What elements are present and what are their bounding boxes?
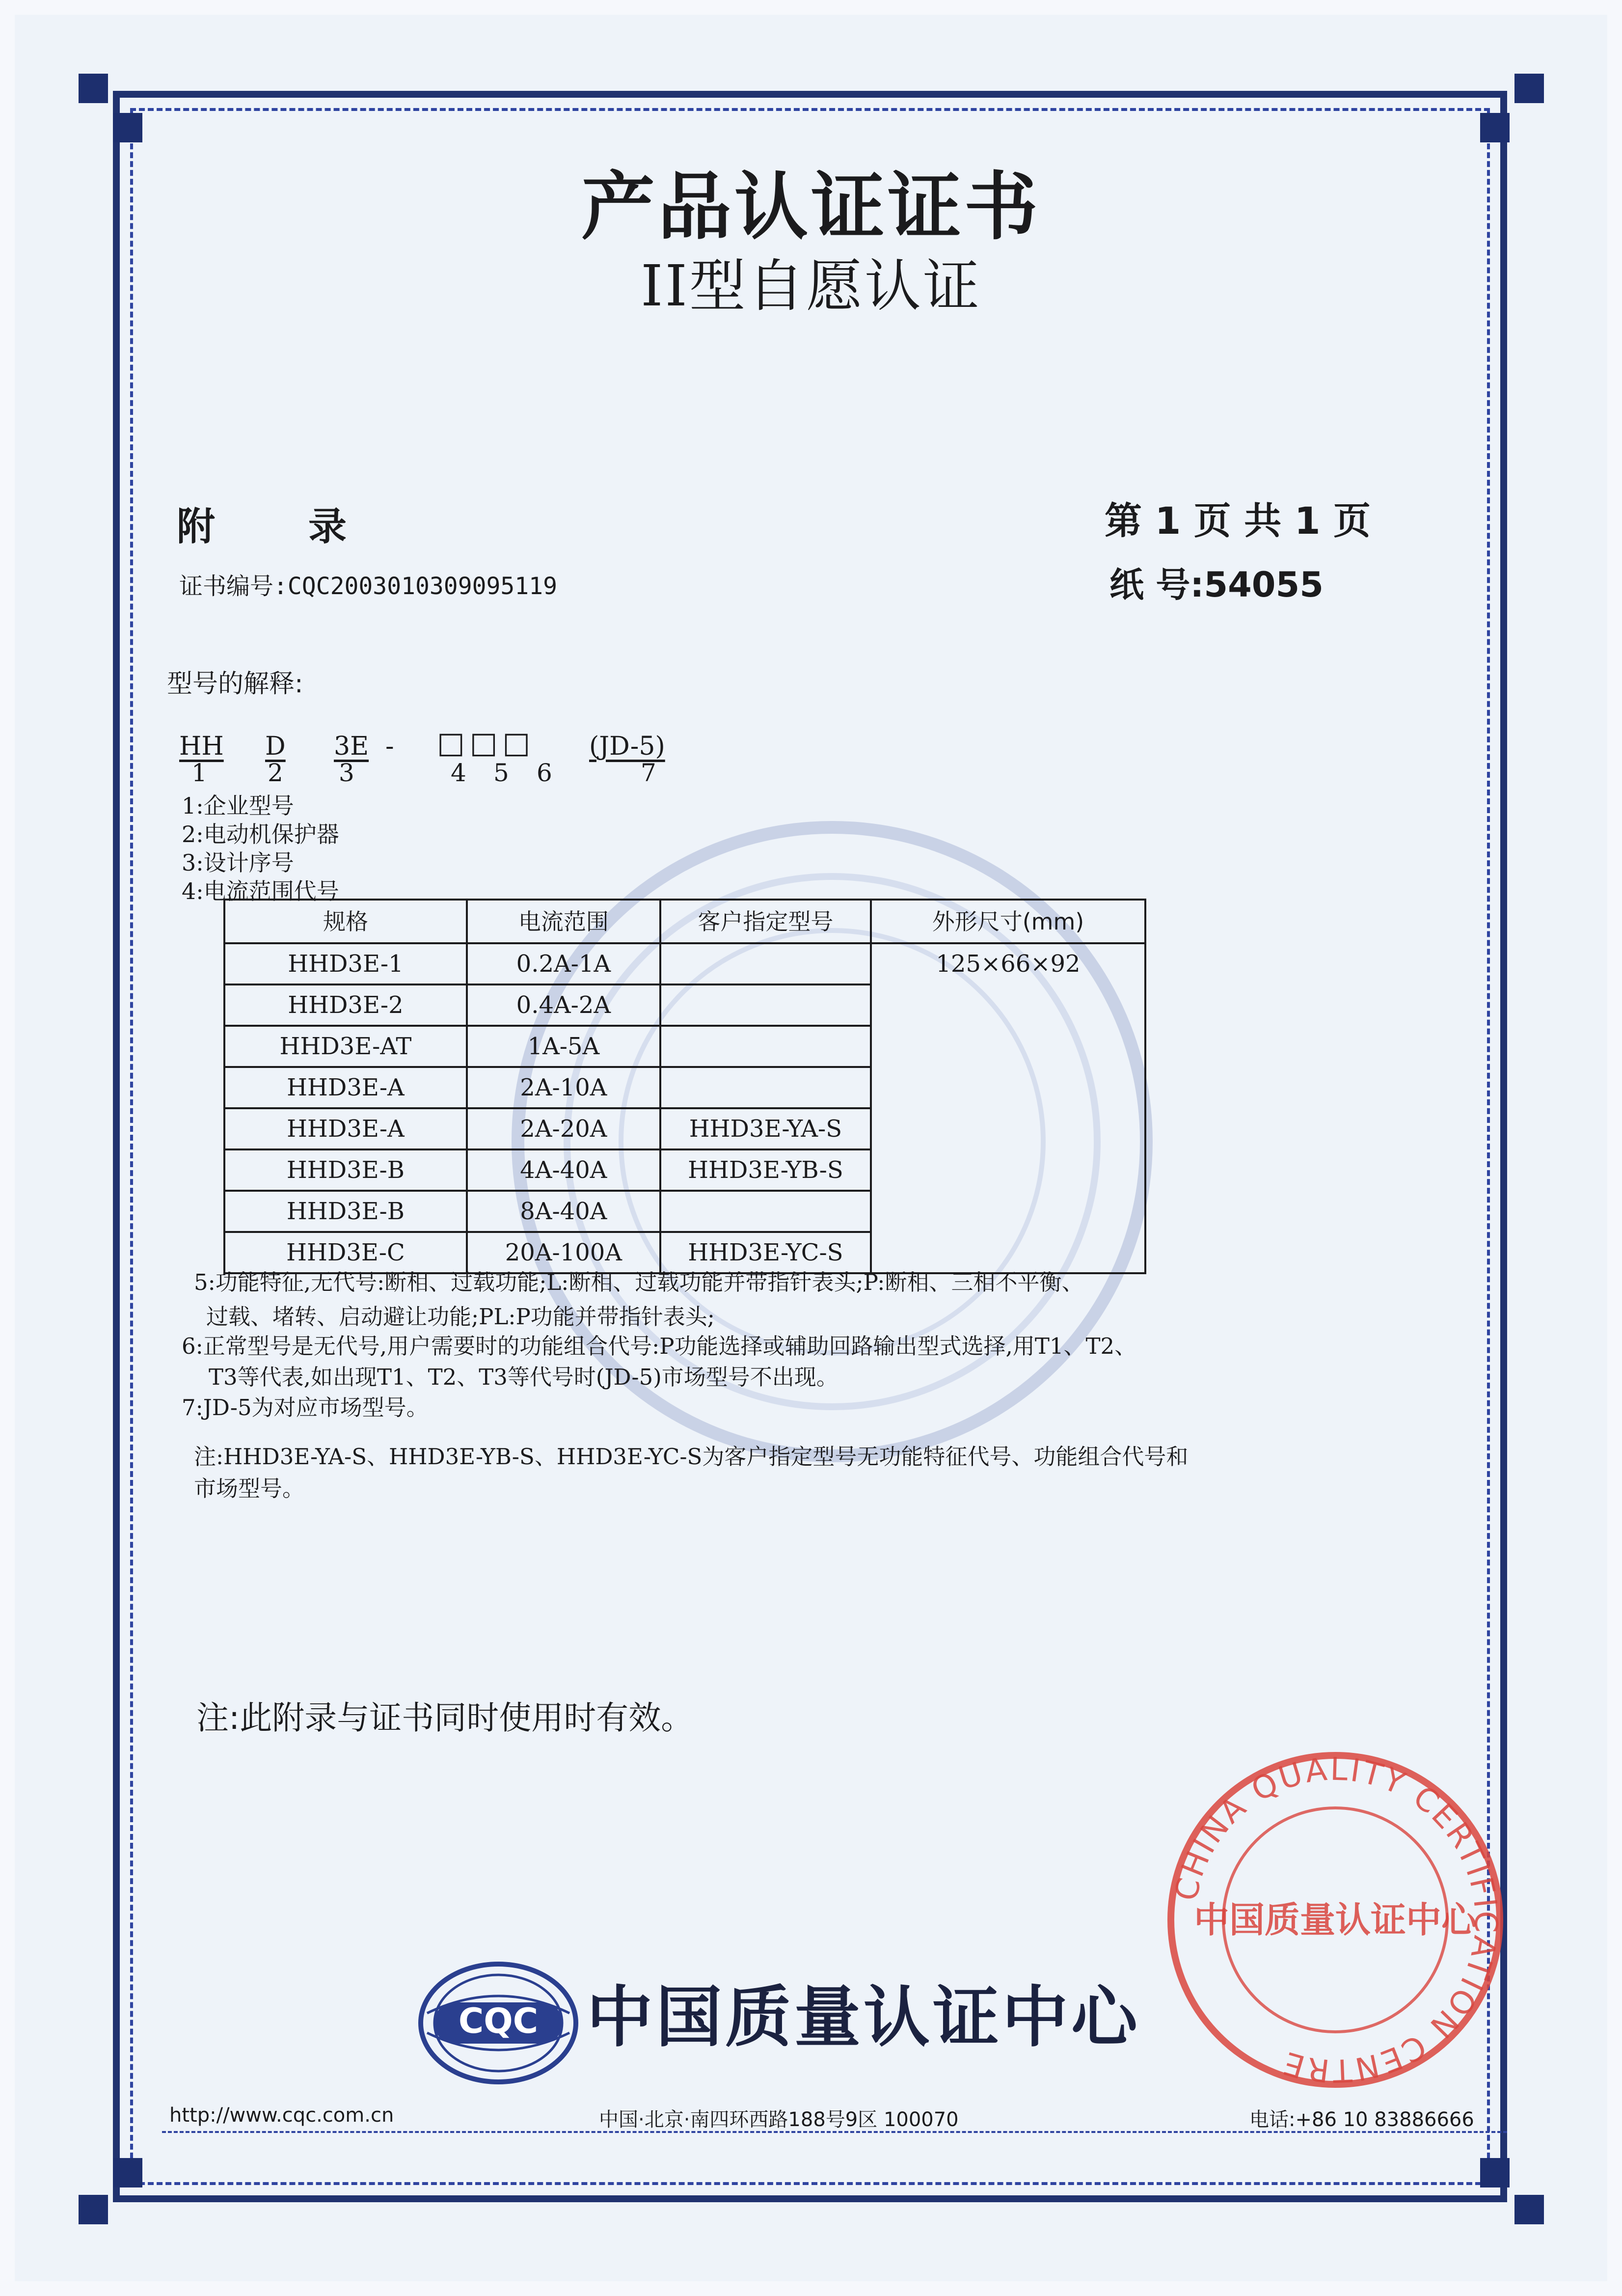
header-dimensions: 外形尺寸(mm) <box>871 900 1145 943</box>
corner-ornament-tl2 <box>113 113 142 142</box>
cell-spec: HHD3E-B <box>224 1191 467 1232</box>
header-current-range: 电流范围 <box>467 900 660 943</box>
model-explanation-heading: 型号的解释: <box>167 669 303 699</box>
remark-line: 注:HHD3E-YA-S、HHD3E-YB-S、HHD3E-YC-S为客户指定型号无功能特征代号、功能组合代号和 <box>194 1444 1189 1470</box>
cell-dimensions: 125×66×92 <box>871 943 1145 1273</box>
cell-spec: HHD3E-AT <box>224 1026 467 1067</box>
validity-note: 注:此附录与证书同时使用时有效。 <box>196 1699 694 1737</box>
code-part-d: D <box>265 732 286 761</box>
corner-ornament-bl <box>79 2195 108 2224</box>
cert-no-label: 证书编号: <box>179 573 288 600</box>
cqc-logo <box>417 1959 579 2087</box>
code-index-2: 2 <box>268 759 283 787</box>
cell-customer <box>660 1191 871 1232</box>
legend-item: 1:企业型号 <box>182 793 294 819</box>
code-index-6: 6 <box>537 759 552 787</box>
organization-name: 中国质量认证中心 <box>587 1979 1140 2056</box>
appendix-char-2: 录 <box>308 504 347 549</box>
paper-number <box>1109 557 1324 607</box>
seal-outer-path: CHINA QUALITY CERTIFICATION CENTRE <box>1168 1751 1504 2089</box>
code-part-dash: - <box>385 732 394 761</box>
paper-no-label: 纸 号: <box>1109 565 1204 605</box>
appendix-char-1: 附 <box>177 504 216 549</box>
cell-current: 8A-40A <box>467 1191 660 1232</box>
cell-current: 4A-40A <box>467 1149 660 1191</box>
paper-no-value: 54055 <box>1204 565 1324 605</box>
cell-spec: HHD3E-1 <box>224 943 467 984</box>
remark-line: 市场型号。 <box>194 1476 305 1502</box>
legend-item: 3:设计序号 <box>182 849 294 876</box>
cell-customer: HHD3E-YC-S <box>660 1232 871 1273</box>
cqc-logo-text: CQC <box>458 2001 539 2041</box>
note-line: T3等代表,如出现T1、T2、T3等代号时(JD-5)市场型号不出现。 <box>209 1364 838 1390</box>
corner-ornament-bl2 <box>113 2158 142 2187</box>
specification-table <box>223 899 1146 1274</box>
cell-customer: HHD3E-YB-S <box>660 1149 871 1191</box>
cell-current: 1A-5A <box>467 1026 660 1067</box>
corner-ornament-br2 <box>1480 2158 1510 2187</box>
table-row <box>224 943 1145 984</box>
code-index-7: 7 <box>641 759 656 787</box>
footer-website: http://www.cqc.com.cn <box>169 2104 394 2127</box>
cell-current: 0.4A-2A <box>467 984 660 1026</box>
note-line: 5:功能特征,无代号:断相、过载功能;L:断相、过载功能并带指针表头;P:断相、三相不平衡、 <box>194 1269 1084 1295</box>
code-part-hh: HH <box>179 732 224 761</box>
cell-current: 20A-100A <box>467 1232 660 1273</box>
cell-customer <box>660 984 871 1026</box>
code-index-1: 1 <box>191 759 207 787</box>
code-index-5: 5 <box>493 759 509 787</box>
header-spec: 规格 <box>224 900 467 943</box>
cell-current: 2A-10A <box>467 1067 660 1108</box>
cell-spec: HHD3E-B <box>224 1149 467 1191</box>
certificate-subtitle: II型自愿认证 <box>641 253 981 319</box>
legend-item: 4:电流范围代号 <box>182 878 339 904</box>
page-info: 第 1 页 共 1 页 <box>1105 499 1371 543</box>
note-line: 6:正常型号是无代号,用户需要时的功能组合代号:P功能选择或辅助回路输出型式选择,用T1、T2、 <box>182 1333 1137 1359</box>
code-part-boxes: □□□ <box>437 726 536 760</box>
certificate-title: 产品认证证书 <box>581 164 1041 250</box>
footer-address: 中国·北京·南四环西路188号9区 100070 <box>599 2108 959 2131</box>
appendix-heading <box>177 496 347 551</box>
corner-ornament-br <box>1514 2195 1544 2224</box>
corner-ornament-tl <box>79 74 108 103</box>
cell-spec: HHD3E-C <box>224 1232 467 1273</box>
cell-spec: HHD3E-2 <box>224 984 467 1026</box>
header-customer-model: 客户指定型号 <box>660 900 871 943</box>
note-line: 过载、堵转、启动避让功能;PL:P功能并带指针表头; <box>206 1304 715 1330</box>
certificate-number <box>179 567 557 601</box>
cert-no-value: CQC2003010309095119 <box>287 573 557 600</box>
cell-customer: HHD3E-YA-S <box>660 1108 871 1149</box>
cell-current: 0.2A-1A <box>467 943 660 984</box>
cell-spec: HHD3E-A <box>224 1067 467 1108</box>
table-header-row <box>224 900 1145 943</box>
cell-current: 2A-20A <box>467 1108 660 1149</box>
corner-ornament-tr <box>1514 74 1544 103</box>
footer-phone: 电话:+86 10 83886666 <box>1249 2108 1474 2131</box>
cell-spec: HHD3E-A <box>224 1108 467 1149</box>
cell-customer <box>660 1067 871 1108</box>
code-part-jd5: (JD-5) <box>589 732 665 761</box>
note-line: 7:JD-5为对应市场型号。 <box>182 1394 429 1421</box>
code-index-3: 3 <box>339 759 354 787</box>
code-index-4: 4 <box>451 759 466 787</box>
official-seal <box>1163 1748 1507 2092</box>
corner-ornament-tr2 <box>1480 113 1510 142</box>
seal-inner-text: 中国质量认证中心 <box>1193 1899 1477 1941</box>
cell-customer <box>660 1026 871 1067</box>
cell-customer <box>660 943 871 984</box>
code-part-3e: 3E <box>334 732 369 761</box>
footer-dashed-line <box>162 2131 1507 2133</box>
legend-item: 2:电动机保护器 <box>182 821 339 847</box>
